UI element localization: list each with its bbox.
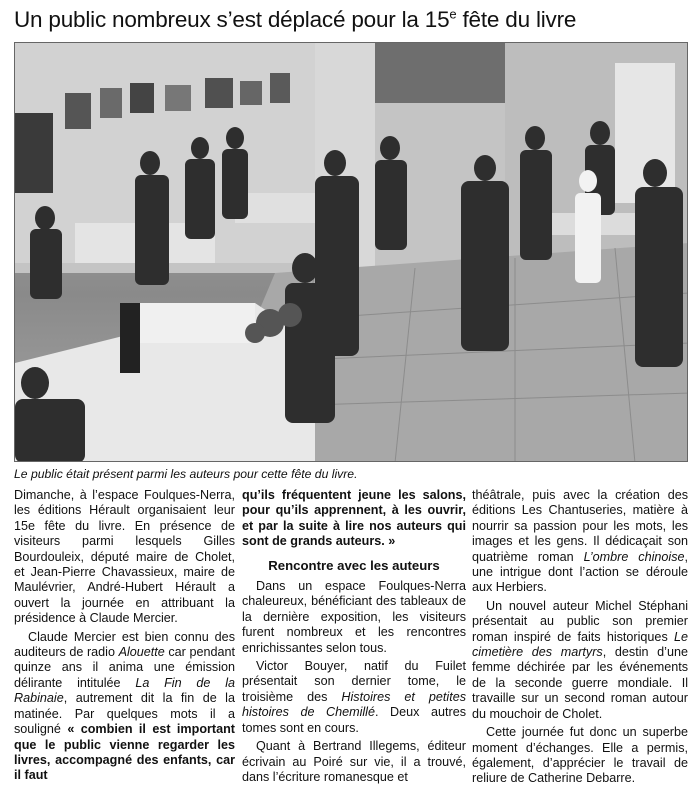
photo-caption: Le public était présent parmi les auteurs pour cette fête du livre. (14, 467, 358, 481)
text-run: , destin d’une femme déchirée par les événements de la seconde guerre mondiale. Il travaille sur un second roman autour du mouchoir de Cholet. (472, 645, 688, 721)
text-run: . Deux autres tomes sont en cours. (242, 705, 466, 735)
headline-text: Un public nombreux s’est déplacé pour la 15 (14, 7, 450, 32)
text-run-italic: La Fin de la Rabinaie (14, 675, 235, 706)
paragraph (14, 630, 235, 784)
text-run: Claude Mercier est bien connu des auditeurs de radio (14, 629, 235, 660)
paragraph: Quant à Bertrand Illegems, éditeur écrivain au Poiré sur vie, il a trouvé, dans l’écriture romanesque et (242, 739, 466, 784)
text-run: théâtrale, puis avec la création des éditions Les Chantuseries, matière à nourrir sa passion pour les mots, les images et les gens. Il dédicaçait son quatrième roman (472, 488, 688, 564)
quote-bold: « combien il est important que le public vienne regarder les livres, accompagné des enfants, car il faut (14, 722, 235, 783)
paragraph: Dans un espace Foulques-Nerra chaleureux, bénéficiant des tableaux de la dernière exposition, les visiteurs furent nombreux et les rencontres enrichissantes selon tous. (242, 579, 466, 655)
text-run: Un nouvel auteur Michel Stéphani présentait au public son premier roman inspiré de faits historiques (472, 598, 688, 644)
section-subhead: Rencontre avec les auteurs (268, 557, 440, 573)
paragraph: Dimanche, à l’espace Foulques-Nerra, les éditions Hérault organisaient leur 15e fête du livre. En présence de visiteurs parmi lesquels Gilles Bourdouleix, député maire de Cholet, et Jean-Pierre Chavassieux, maire de Maulévrier, André-Hubert Hérault a ouvert la journée en attribuant la présidence à Claude Mercier. (14, 488, 235, 626)
paragraph: Cette journée fut donc un superbe moment d’échanges. Elle a permis, également, d’apprécier le travail de reliure de Catherine Debarre. (472, 725, 688, 786)
headline-superscript: e (449, 6, 457, 22)
article-column-1 (14, 488, 235, 794)
text-run: , une intrigue dont l’action se déroule aux Herbiers. (472, 549, 688, 595)
article-column-3 (472, 488, 688, 794)
text-run: car pendant quinze ans il anima une émission délirante intitulée (14, 645, 235, 690)
headline-text-end: fête du livre (456, 7, 577, 32)
text-run-italic: Histoires et petites histoires de Chemillé (242, 689, 466, 720)
quote-bold: qu’ils fréquentent jeune les salons, pour qu’ils apprennent, à les ouvrir, et par la suite à lire nos auteurs qui sont de grands auteurs. » (242, 488, 466, 549)
paragraph (242, 659, 466, 736)
paragraph (472, 488, 688, 596)
article-photo (14, 42, 688, 462)
book-fair-photo-illustration (15, 43, 688, 462)
article-column-2 (242, 488, 466, 794)
headline (14, 4, 686, 36)
text-run-italic: Le cimetière des martyrs (472, 629, 688, 660)
text-run: Victor Bouyer, natif du Fuilet présentait son dernier tome, le troisième des (242, 659, 466, 704)
text-run-italic: Alouette (118, 645, 165, 660)
text-run: , autrement dit la fin de la matinée. Par quelques mots il a souligné (14, 691, 235, 737)
paragraph (472, 599, 688, 722)
text-run-italic: L’ombre chinoise (583, 549, 685, 564)
